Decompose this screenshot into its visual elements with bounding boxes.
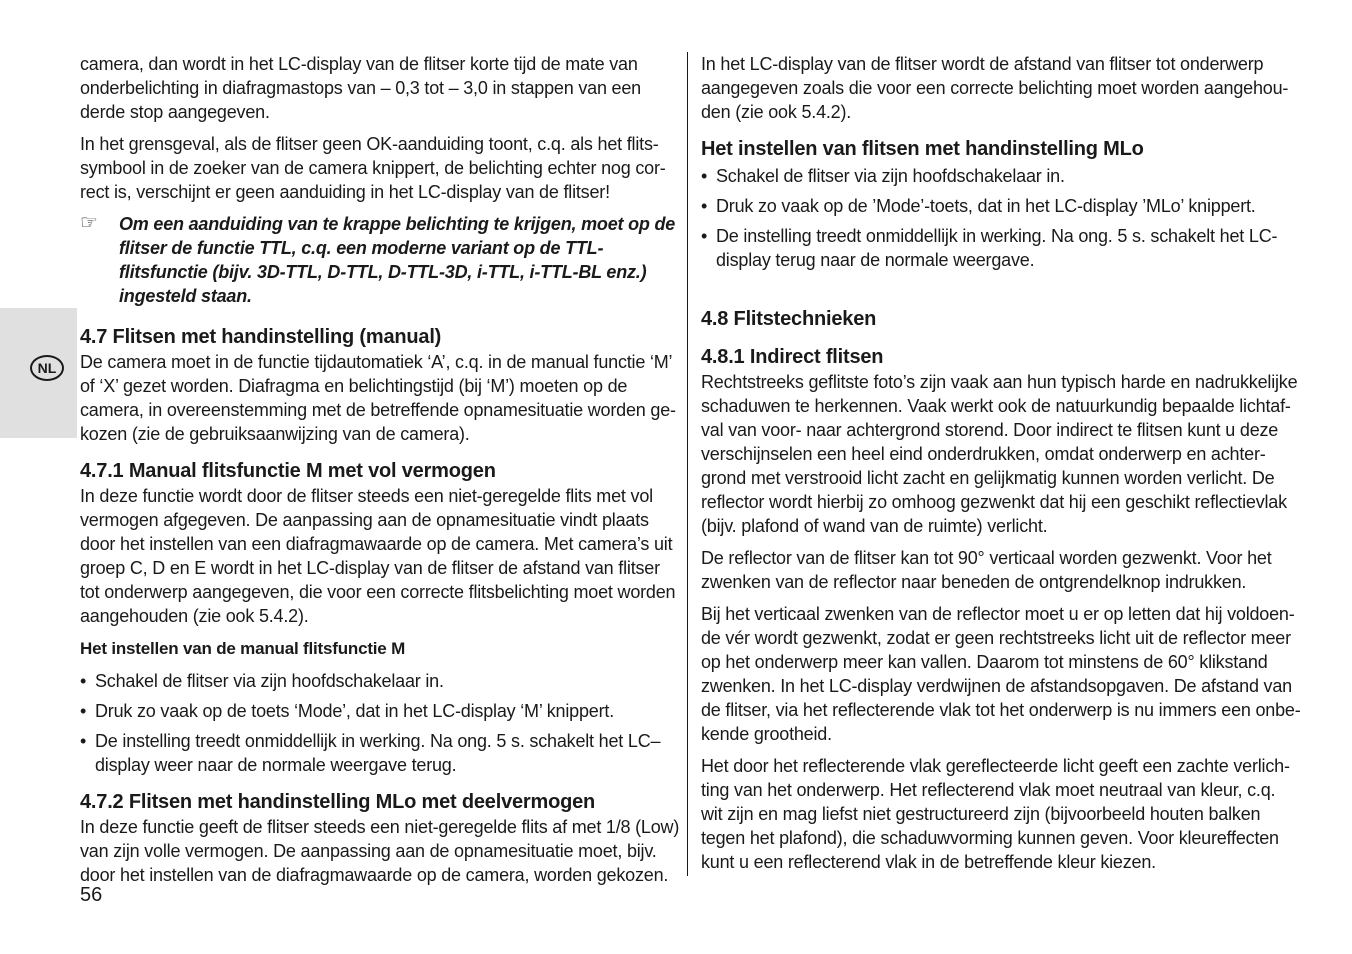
left-column <box>80 52 680 887</box>
paragraph: De reflector van de flitser kan tot 90° verticaal worden gezwenkt. Voor het zwenken van de reflector naar beneden de ontgrendelknop indrukken. <box>701 548 1272 592</box>
section-heading-mlo: Het instellen van flitsen met handinstelling MLo <box>701 138 1144 160</box>
pointing-hand-icon: ☞ <box>80 212 98 234</box>
section-heading-4-8-1: 4.8.1 Indirect flitsen <box>701 346 884 368</box>
section-heading-4-7-2: 4.7.2 Flitsen met handinstelling MLo met deelvermogen <box>80 791 596 813</box>
list-item: • De instelling treedt onmiddellijk in werking. Na ong. 5 s. schakelt het LC-display terug naar de normale weergave. <box>701 224 1301 272</box>
paragraph: In het grensgeval, als de flitser geen OK-aanduiding toont, c.q. als het flits-symbool in de zoeker van de camera knippert, de belichting echter nog cor-rect is, verschijnt er geen aanduiding in het LC-display van de flitser! <box>80 134 666 202</box>
note <box>80 212 680 308</box>
right-column <box>701 52 1301 874</box>
list-item: • Schakel de flitser via zijn hoofdschakelaar in. <box>701 164 1301 188</box>
section-heading-4-7: 4.7 Flitsen met handinstelling (manual) <box>80 326 442 348</box>
list-item: • Druk zo vaak op de toets ‘Mode’, dat in het LC-display ‘M’ knippert. <box>80 699 680 723</box>
note-text: Om een aanduiding van te krappe belichting te krijgen, moet op de flitser de functie TTL, c.q. een moderne variant op de TTL-flitsfunctie (bijv. 3D-TTL, D-TTL, D-TTL-3D, i-TTL, i-TTL-BL enz.) ingesteld staan. <box>119 214 676 306</box>
paragraph: Bij het verticaal zwenken van de reflector moet u er op letten dat hij voldoen-de vér wordt gezwenkt, zodat er geen rechtstreeks licht uit de reflector meer op het onderwerp meer kan vallen. Daarom tot minstens de 60° klikstand zwenken. In het LC-display verdwijnen de afstandsopgaven. De afstand van de flitser, via het reflecterende vlak tot het onderwerp is nu immers een onbe-kende grootheid. <box>701 604 1301 744</box>
column-divider <box>687 52 688 876</box>
list-item: • De instelling treedt onmiddellijk in werking. Na ong. 5 s. schakelt het LC–display weer naar de normale weergave terug. <box>80 729 680 777</box>
paragraph: Rechtstreeks geflitste foto’s zijn vaak aan hun typisch harde en nadrukkelijke schaduwen te herkennen. Vaak werkt ook de natuurkundig bepaalde lichtaf-val van voor- naar achtergrond storend. Door indirect te flitsen kunt u deze verschijnselen een heel eind onderdrukken, omdat onderwerp en achter-grond met verstrooid licht zacht en gelijkmatig kunnen worden verlicht. De reflector wordt hierbij zo omhoog gezwenkt dat hij een geschikt reflectievlak (bijv. plafond of wand van de ruimte) verlicht. <box>701 372 1298 536</box>
page-number: 56 <box>80 884 103 906</box>
subheading: Het instellen van de manual flitsfunctie M <box>80 639 406 658</box>
list-item: • Schakel de flitser via zijn hoofdschakelaar in. <box>80 669 680 693</box>
paragraph: camera, dan wordt in het LC-display van de flitser korte tijd de mate van onderbelichting in diafragmastops van – 0,3 tot – 3,0 in stappen van een derde stop aangegeven. <box>80 54 641 122</box>
paragraph: In deze functie wordt door de flitser steeds een niet-geregelde flits met vol vermogen afgegeven. De aanpassing aan de opnamesituatie vindt plaats door het instellen van een diafragmawaarde op de camera. Met camera’s uit groep C, D en E wordt in het LC-display van de flitser de afstand van flitser tot onderwerp aangegeven, die voor een correcte flitsbelichting moet worden aangehouden (zie ook 5.4.2). <box>80 486 676 626</box>
paragraph: In deze functie geeft de flitser steeds een niet-geregelde flits af met 1/8 (Low) van zijn volle vermogen. De aanpassing aan de opnamesituatie moet, bijv. door het instellen van de diafragmawaarde op de camera, worden gekozen. <box>80 817 680 885</box>
language-badge: NL <box>30 355 64 381</box>
paragraph: Het door het reflecterende vlak gereflecteerde licht geeft een zachte verlich-ting van het onderwerp. Het reflecterend vlak moet neutraal van kleur, c.q. wit zijn en mag liefst niet gestructureerd zijn (bijvoorbeeld houten balken tegen het plafond), die schaduwvorming kunnen geven. Voor kleureffecten kunt u een reflecterend vlak in de betreffende kleur kiezen. <box>701 756 1290 872</box>
section-heading-4-8: 4.8 Flitstechnieken <box>701 308 877 330</box>
paragraph: De camera moet in de functie tijdautomatiek ‘A’, c.q. in de manual functie ‘M’ of ‘X’ gezet worden. Diafragma en belichtingstijd (bij ‘M’) moeten op de camera, in overeenstemming met de betreffende opnamesituatie worden ge-kozen (zie de gebruiksaanwijzing van de camera). <box>80 352 676 444</box>
list-item: • Druk zo vaak op de ’Mode’-toets, dat in het LC-display ’MLo’ knippert. <box>701 194 1301 218</box>
section-heading-4-7-1: 4.7.1 Manual flitsfunctie M met vol vermogen <box>80 460 496 482</box>
paragraph: In het LC-display van de flitser wordt de afstand van flitser tot onderwerp aangegeven zoals die voor een correcte belichting moet worden aangehou-den (zie ook 5.4.2). <box>701 54 1289 122</box>
